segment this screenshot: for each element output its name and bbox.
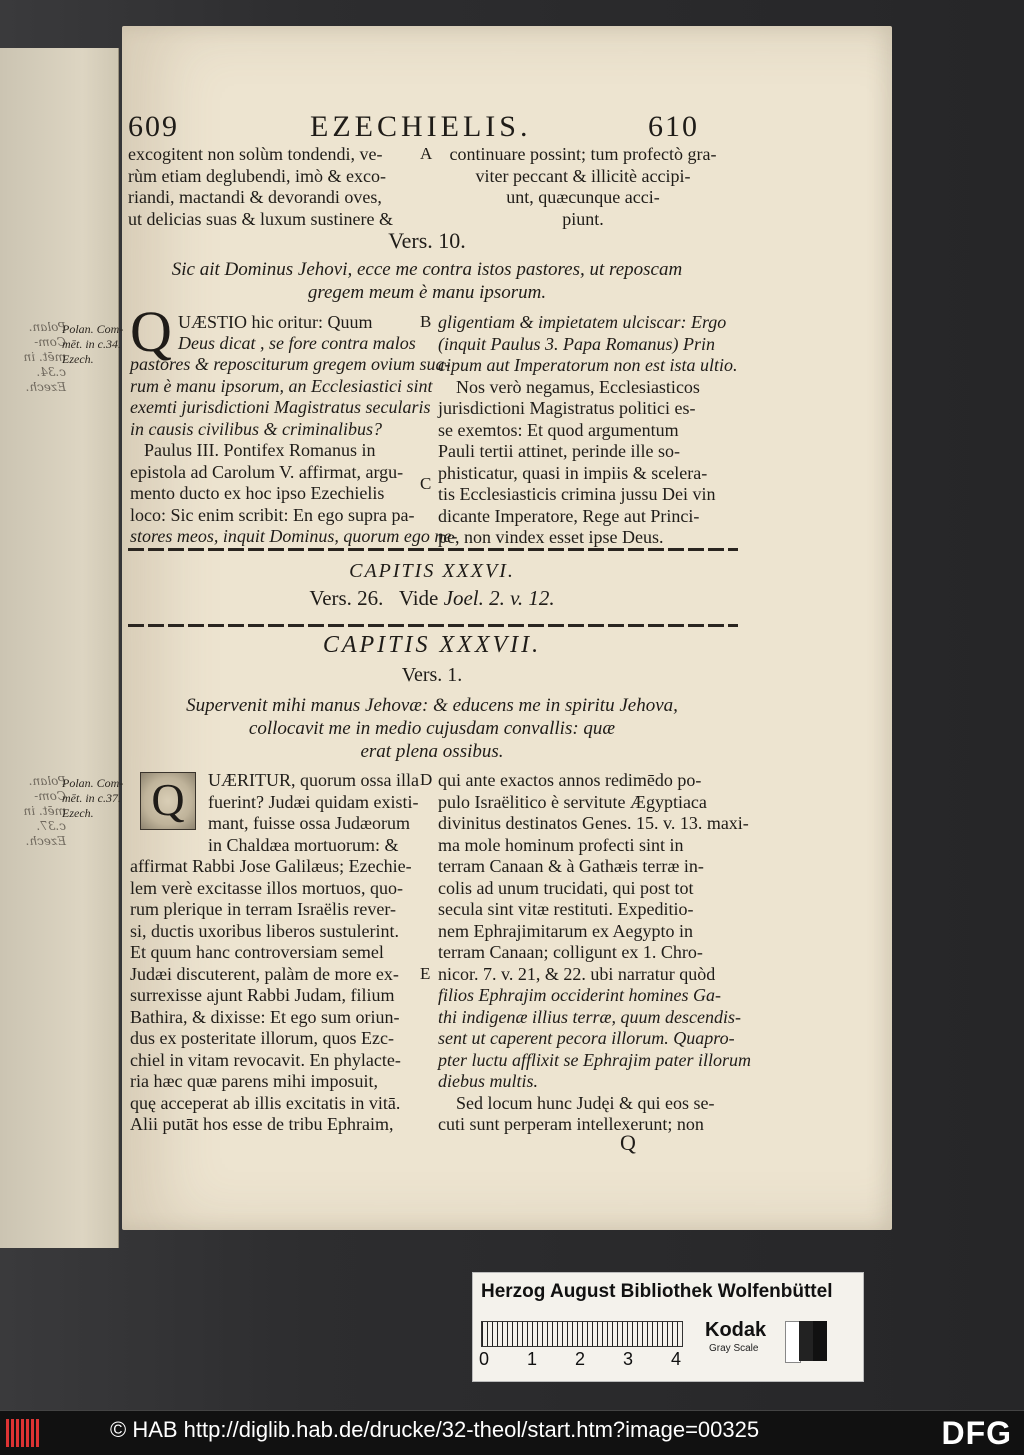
left-page-note: Polan. Com- mēt. in c.37. Ezech. (23, 774, 66, 848)
right-page-number: 610 (648, 110, 699, 143)
verse-heading: Vers. 1. (401, 664, 463, 686)
catchword: Q (620, 1130, 636, 1155)
margin-note: Polan. Com- mēt. in c.37. Ezech. (62, 776, 124, 820)
top-right-column: continuare possint; tum profectò gra- viter peccant & illicitè accipi- unt, quæcunque acci- piunt. (449, 144, 717, 229)
left-page-edge (0, 48, 119, 1248)
gray-patch (799, 1321, 813, 1361)
ornamental-initial-q: Q (140, 772, 196, 830)
top-left-column: excogitent non solùm tondendi, ve- rùm etiam deglubendi, imò & exco- riandi, mactandi & devorandi oves, ut delicias suas & luxum sustinere & (128, 144, 393, 229)
running-head: EZECHIELIS. (310, 110, 532, 143)
margin-note: Polan. Com- mēt. in c.34. Ezech. (62, 322, 124, 366)
initial-letter: Q (130, 299, 172, 364)
footer-link[interactable]: © HAB http://diglib.hab.de/drucke/32-theol/start.htm?image=00325 (110, 1417, 760, 1442)
dfg-logo: DFG (941, 1415, 1012, 1451)
scale-label: 4 (671, 1349, 682, 1369)
hab-logo-icon (6, 1419, 40, 1447)
question2-right-column: qui ante exactos annos redimēdo po- pulo Israëlitico è servitute Ægyptiaca divinitus destinatos Genes. 15. v. 13. maxi- ma mole hominum profecti sint in terram Canaan & à Gathæis terræ in- colis ad unum trucidati, qui post tot secula sint vitæ restituti. Expeditio- nem Ephrajimitarum ex Aegypto in terram Canaan; colligunt ex 1. Chro- nicor. 7. v. 21, & 22. ubi narratur quòd filios Ephrajim occiderint homines Ga- thi indigenæ illius terræ, quum descendis- sent ut caperent pecora illorum. Quapro- pter luctu afflixit se Ephrajim pater illorum diebus multis. Sed locum hunc Judęi & qui eos se- cuti sunt perperam intellexerunt; non (438, 770, 751, 1134)
viewer-footer (0, 1410, 1024, 1455)
divider-rule (128, 548, 738, 551)
left-page-number: 609 (128, 110, 179, 143)
scale-label: 1 (527, 1349, 538, 1369)
margin-letter-c: C (420, 474, 432, 493)
library-name: Herzog August Bibliothek Wolfenbüttel (481, 1281, 833, 1302)
margin-letter-a: A (420, 144, 433, 163)
question-lead: UÆSTIO hic oritur: Quum (178, 312, 373, 332)
verse-quote: Sic ait Dominus Jehovi, ecce me contra istos pastores, ut reposcam gregem meum è manu ipsorum. (171, 259, 683, 303)
verse-reference-line: Vers. 26. Vide Joel. 2. v. 12. (309, 586, 555, 610)
scale-label: 2 (575, 1349, 586, 1369)
scale-ruler (481, 1321, 683, 1347)
book-page (122, 26, 892, 1230)
question2-first-lines: UÆRITUR, quorum ossa illa fuerint? Judæi quidam existi- mant, fuisse ossa Judæorum in Chaldæa mortuorum: & (208, 770, 419, 855)
question-right-column: gligentiam & impietatem ulciscar: Ergo (inquit Paulus 3. Papa Romanus) Prin cipum aut Imperatorum non est ista ultio. Nos verò negamus, Ecclesiasticos jurisdictioni Magistratus politici es- se exemtos: Et quod argumentum Pauli tertii attinet, perinde ille so- phisticatur, quasi in impiis & scelera- tis Ecclesiasticis crimina jussu Dei vin dicante Imperatore, Rege aut Princi- pe, non vindex esset ipse Deus. (438, 312, 738, 547)
divider-rule (128, 624, 738, 627)
scale-label: 0 (479, 1349, 490, 1369)
left-page-note: Polan. Com- mēt. in c.34. Ezech. (23, 320, 66, 394)
question-left-italic: Deus dicat , se fore contra malos (178, 333, 416, 353)
kodak-brand: Kodak (705, 1319, 767, 1341)
gray-patch (813, 1321, 827, 1361)
calibration-card (472, 1272, 864, 1382)
margin-letter-b: B (420, 312, 432, 331)
verse-quote: Supervenit mihi manus Jehovæ: & educens me in spiritu Jehova, collocavit me in medio cujusdam convallis: quæ erat plena ossibus. (186, 695, 678, 762)
margin-letter-d: D (420, 770, 433, 789)
scale-label: 3 (623, 1349, 634, 1369)
verse-heading: Vers. 10. (388, 228, 466, 253)
gray-scale-label: Gray Scale (709, 1343, 759, 1354)
chapter-heading: CAPITIS XXXVI. (349, 560, 515, 582)
question2-left-column: affirmat Rabbi Jose Galilæus; Ezechie- lem verè excitasse illos mortuos, quo- rum plerique in terram Israëlis rever- si, ductis uxoribus liberos sustulerint. Et quum hanc controversiam semel Judæi discuterent, palàm de more ex- surrexisse ajunt Rabbi Judam, filium Bathira, & dixisse: Et ego sum oriun- dus ex posteritate illorum, quos Ezc- chiel in vitam revocavit. En phylacte- ria hæc quæ parens mihi imposuit, quę acceperat ab illis excitatis in vitā. Alii putāt hos esse de tribu Ephraim, (130, 856, 412, 1134)
chapter-heading: CAPITIS XXXVII. (322, 632, 542, 658)
margin-letter-e: E (420, 964, 431, 983)
question-left-column: pastores & reposciturum gregem ovium sua- rum è manu ipsorum, an Ecclesiastici sint exemti jurisdictioni Magistratus secularis in causis civilibus & criminalibus? Paulus III. Pontifex Romanus in epistola ad Carolum V. affirmat, argu- mento ducto ex hoc ipso Ezechielis loco: Sic enim scribit: En ego supra pa- stores meos, inquit Dominus, quorum ego ne- (130, 354, 458, 546)
